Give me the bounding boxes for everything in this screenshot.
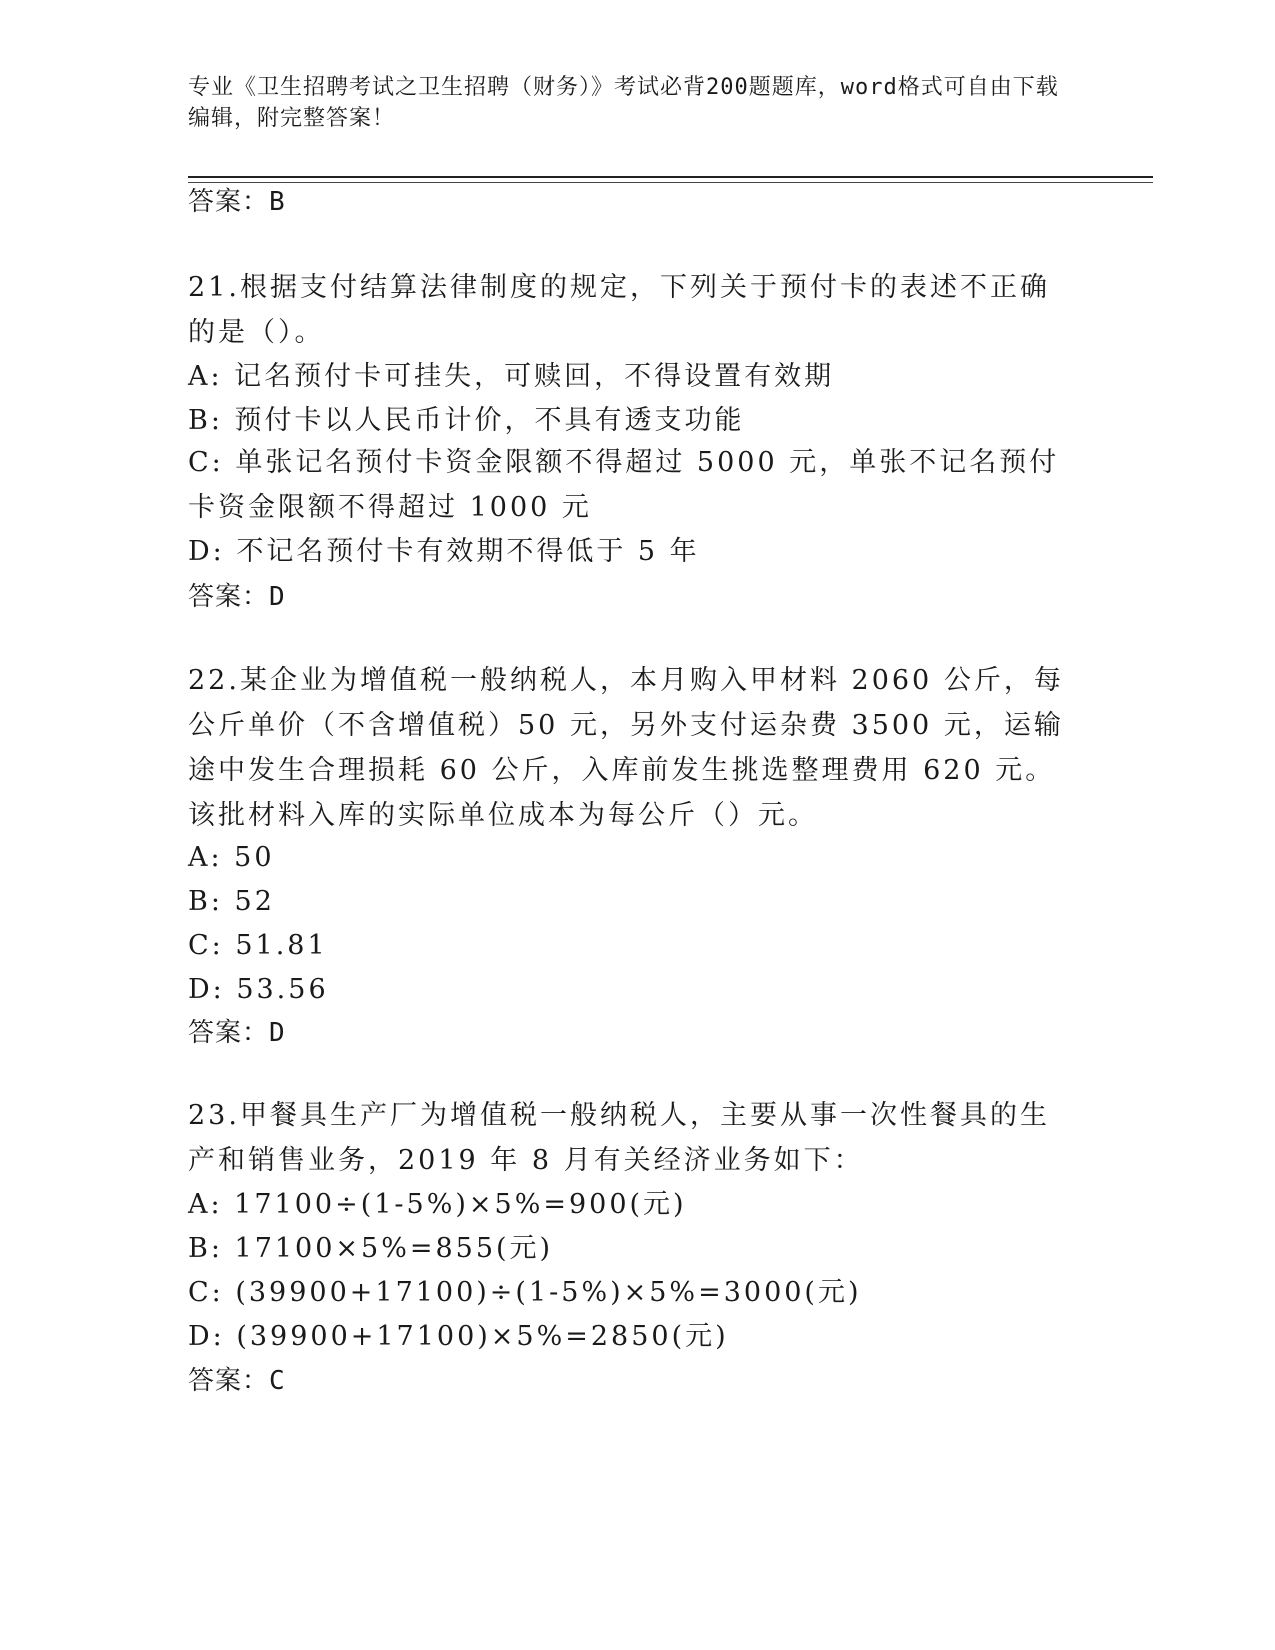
- question-23-option-b: B: 17100×5%=855(元): [188, 1233, 554, 1264]
- question-23-option-a: A: 17100÷(1-5%)×5%=900(元): [188, 1189, 687, 1220]
- question-21-option-c: C: 单张记名预付卡资金限额不得超过 5000 元，单张不记名预付卡资金限额不得超过 1000 元: [188, 447, 1060, 523]
- document-header: 专业《卫生招聘考试之卫生招聘（财务）》考试必背200题题库，word格式可自由下载编辑，附完整答案！: [188, 75, 1059, 131]
- question-23-option-d: D: (39900+17100)×5%=2850(元): [188, 1321, 729, 1352]
- question-21-option-b: B: 预付卡以人民币计价，不具有透支功能: [188, 405, 745, 436]
- question-21-answer: 答案：D: [188, 582, 286, 612]
- question-22-stem: 22.某企业为增值税一般纳税人，本月购入甲材料 2060 公斤，每公斤单价（不含增值税）50 元，另外支付运杂费 3500 元，运输途中发生合理损耗 60 公斤，入库前发生挑选整理费用 620 元。该批材料入库的实际单位成本为每公斤（）元。: [188, 665, 1064, 831]
- answer-previous: 答案：B: [188, 187, 286, 217]
- question-23-answer: 答案：C: [188, 1366, 286, 1396]
- question-23-stem: 23.甲餐具生产厂为增值税一般纳税人，主要从事一次性餐具的生产和销售业务，2019 年 8 月有关经济业务如下：: [188, 1100, 1050, 1176]
- header-divider-thick: [188, 176, 1153, 178]
- question-22-option-d: D: 53.56: [188, 974, 329, 1005]
- question-21-option-d: D: 不记名预付卡有效期不得低于 5 年: [188, 536, 700, 567]
- header-divider-thin: [188, 182, 1153, 183]
- question-23-option-c: C: (39900+17100)÷(1-5%)×5%=3000(元): [188, 1277, 862, 1308]
- question-21-stem: 21.根据支付结算法律制度的规定，下列关于预付卡的表述不正确的是（）。: [188, 272, 1050, 348]
- question-22-option-c: C: 51.81: [188, 930, 328, 961]
- question-22-answer: 答案：D: [188, 1018, 286, 1048]
- question-22-option-a: A: 50: [188, 842, 275, 873]
- question-21-option-a: A: 记名预付卡可挂失，可赎回，不得设置有效期: [188, 361, 835, 392]
- question-22-option-b: B: 52: [188, 886, 275, 917]
